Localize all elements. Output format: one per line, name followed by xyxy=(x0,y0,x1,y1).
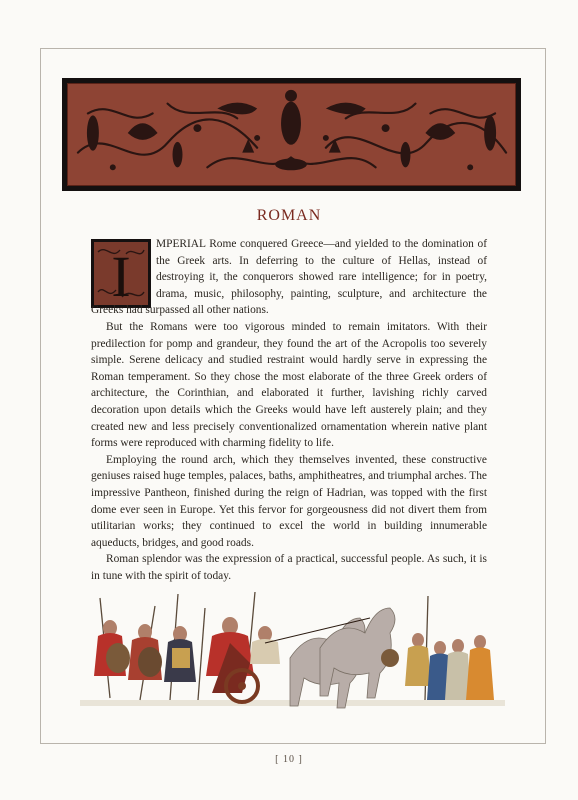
page-number: [ 10 ] xyxy=(275,754,303,765)
svg-text:I: I xyxy=(111,244,131,305)
page-title: ROMAN xyxy=(256,207,322,224)
paragraph-4: Roman splendor was the expression of a practical, successful people. As such, it is in tune with the spirit of today. xyxy=(91,553,487,582)
roman-procession-illustration xyxy=(80,588,505,716)
paragraph-1: MPERIAL Rome conquered Greece—and yielded to the domination of the Greek arts. In deferring to the culture of Hellas, instead of destroying it, the conquerors showed rare intelligence; for in poetry, drama, music, philosophy, painting, sculpture, and architecture the Greeks had surpassed all other nations. xyxy=(91,238,487,317)
ornamental-banner xyxy=(62,78,521,191)
triumphal-procession-image xyxy=(80,588,505,716)
acanthus-scroll-ornament xyxy=(68,84,515,185)
paragraph-3: Employing the round arch, which they themselves invented, these constructive geniuses raised huge temples, palaces, baths, amphitheatres, and triumphal arches. The impressive Pantheon, finished during the reign of Hadrian, was topped with the first dome ever seen in Europe. Yet this fervor for gorgeousness did not divert them from utilitarian works; they continued to excel the world in building innumerable aqueducts, bridges, and good roads. xyxy=(91,453,487,549)
paragraph-2: But the Romans were too vigorous minded to remain imitators. With their predilection for pomp and grandeur, they found the art of the Acropolis too severely simple. Serene delicacy and studied restraint would hardly serve in expressing the Roman temperament. So they chose the most elaborate of the three Greek orders of architecture, the Corinthian, and elaborated it further, lavishing richly carved decoration upon details which the Greeks would have left austerely plain; and they created new and less precisely conventionalized ornamentation wherein native plant forms were reproduced with charming fidelity to life. xyxy=(91,320,487,450)
body-text xyxy=(91,236,487,584)
